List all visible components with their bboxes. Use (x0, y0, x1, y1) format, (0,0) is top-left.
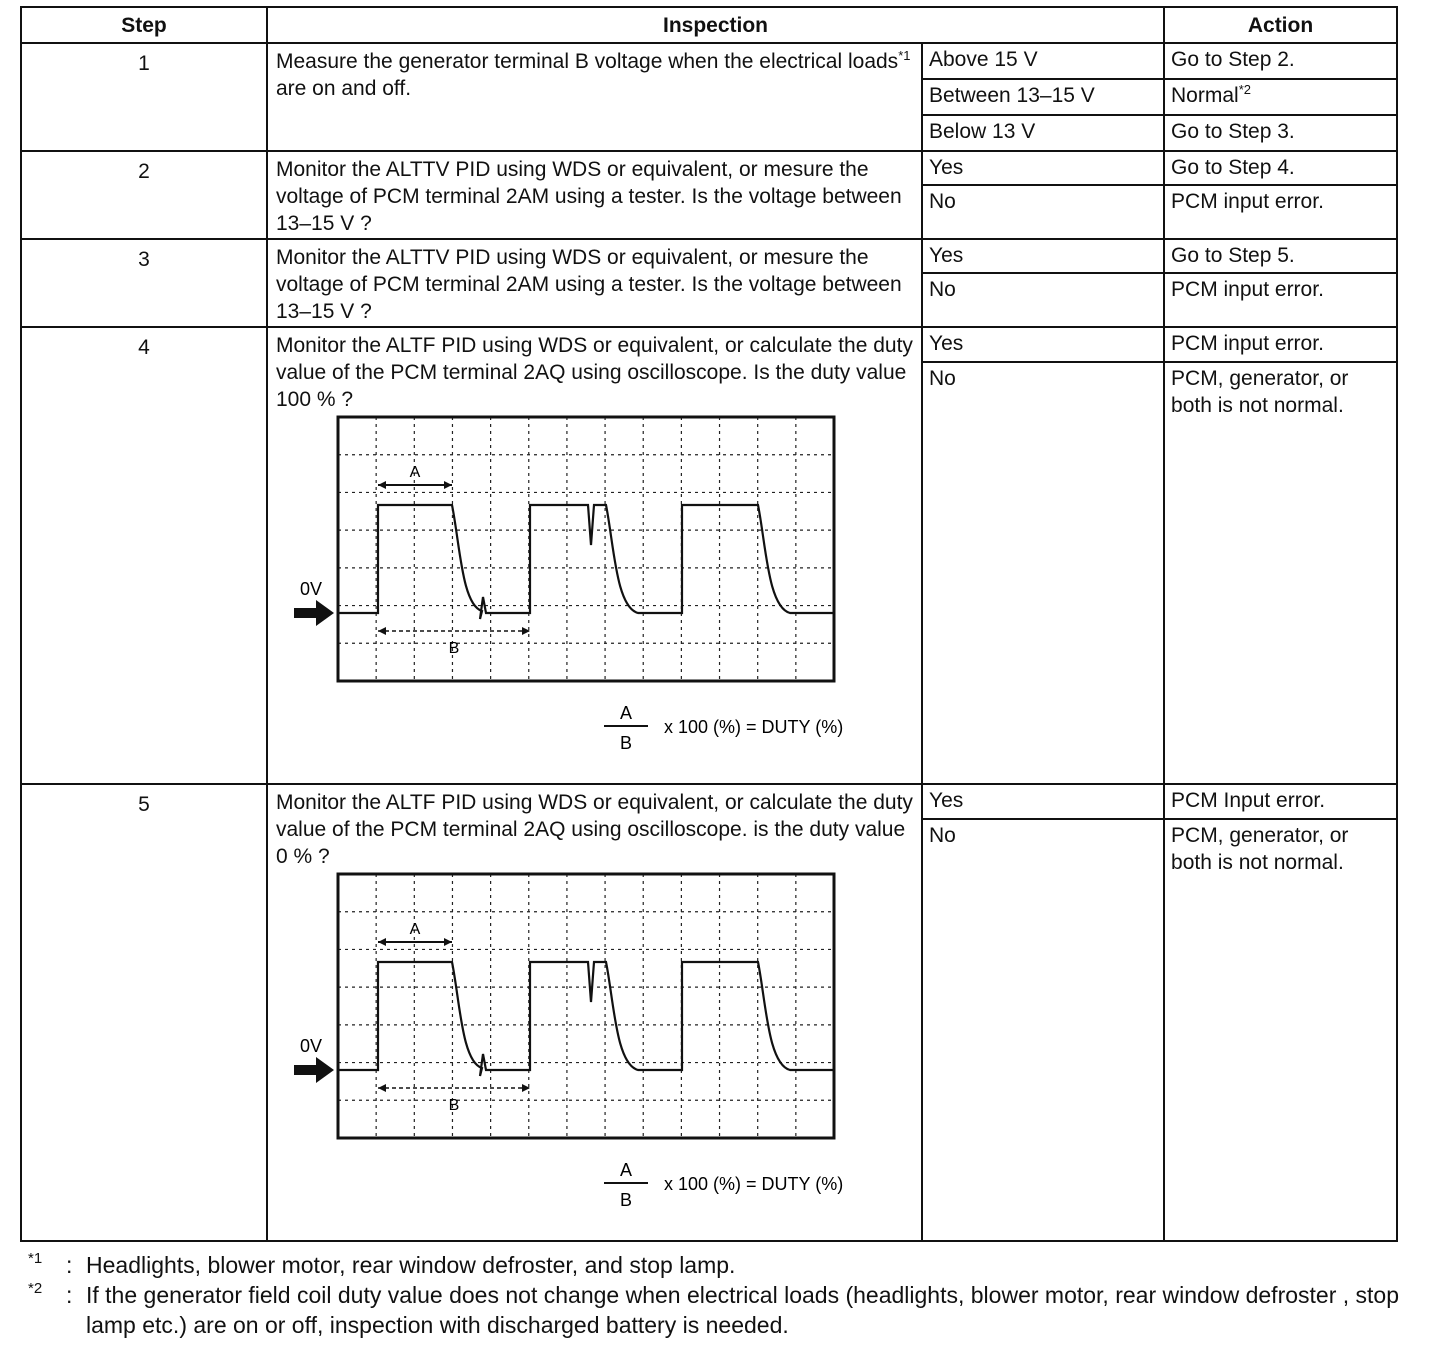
result-cell: No (922, 362, 1164, 784)
step-number: 3 (21, 239, 267, 327)
scope-frame (338, 874, 834, 1138)
result-cell: Yes (922, 327, 1164, 362)
formula-text: x 100 (%) = DUTY (%) (664, 717, 844, 737)
footnote-ref-1: *1 (898, 48, 911, 63)
inspection-table (20, 6, 1398, 1242)
table-row (21, 239, 1397, 273)
arrow-right-icon (294, 1057, 334, 1083)
action-cell: PCM input error. (1164, 327, 1397, 362)
label-a: A (409, 921, 421, 938)
action-cell: PCM, generator, or both is not normal. (1164, 362, 1397, 784)
step-number: 5 (21, 784, 267, 1241)
header-step: Step (21, 7, 267, 43)
inspection-text: Monitor the ALTTV PID using WDS or equivalent, or mesure the voltage of PCM terminal 2AM using a tester. Is the voltage between 13–15 V ? (267, 239, 922, 327)
inspection-text: Monitor the ALTF PID using WDS or equivalent, or calculate the duty value of the PCM terminal 2AQ using oscilloscope. Is the duty value 100 % ? (276, 334, 913, 411)
header-action: Action (1164, 7, 1397, 43)
step-number: 1 (21, 43, 267, 151)
action-cell: Go to Step 3. (1164, 115, 1397, 151)
waveform-trace (338, 962, 834, 1076)
zero-volt-label: 0V (300, 1036, 323, 1056)
formula-denominator: B (619, 733, 633, 753)
footnote-text: If the generator field coil duty value does not change when electrical loads (headlights, blower motor, rear window defroster , stop lamp etc.) are on or off, inspection with discharged battery is needed. (86, 1282, 1400, 1338)
action-cell: PCM Input error. (1164, 784, 1397, 819)
result-cell: Below 13 V (922, 115, 1164, 151)
oscilloscope-figure (276, 413, 915, 783)
formula-numerator: A (619, 703, 633, 723)
result-cell: Above 15 V (922, 43, 1164, 79)
footnote: *2 : If the generator field coil duty value does not change when electrical loads (headlights, blower motor, rear window defroster , stop lamp etc.) are on or off, inspection with discharged battery is needed. (28, 1280, 1408, 1340)
table-row (21, 43, 1397, 79)
inspection-text: Monitor the ALTF PID using WDS or equivalent, or calculate the duty value of the PCM terminal 2AQ using oscilloscope. is the duty value 0 % ? (276, 791, 913, 868)
result-cell: Yes (922, 239, 1164, 273)
table-row (21, 327, 1397, 362)
step-number: 2 (21, 151, 267, 239)
label-b: B (448, 640, 460, 657)
result-cell: Yes (922, 784, 1164, 819)
oscilloscope-figure (276, 870, 915, 1240)
header-inspection: Inspection (267, 7, 1164, 43)
action-cell: PCM input error. (1164, 273, 1397, 327)
inspection-text: Measure the generator terminal B voltage when the electrical loads$^{*1}$ are on and off. (267, 43, 922, 151)
formula-numerator: A (619, 1160, 633, 1180)
inspection-text: Monitor the ALTTV PID using WDS or equivalent, or mesure the voltage of PCM terminal 2AM using a tester. Is the voltage between 13–15 V ? (267, 151, 922, 239)
formula-denominator: B (619, 1190, 633, 1210)
table-row (21, 151, 1397, 185)
waveform-trace (338, 505, 834, 619)
action-cell: Go to Step 5. (1164, 239, 1397, 273)
result-cell: Yes (922, 151, 1164, 185)
label-b: B (448, 1097, 460, 1114)
arrow-right-icon (294, 600, 334, 626)
zero-volt-label: 0V (300, 579, 323, 599)
oscilloscope-svg (276, 413, 916, 783)
label-a: A (409, 464, 421, 481)
inspection-cell (267, 784, 922, 1241)
table-row (21, 784, 1397, 819)
action-cell: Normal$^{*2}$ (1164, 79, 1397, 115)
action-cell: Go to Step 4. (1164, 151, 1397, 185)
inspection-cell (267, 327, 922, 784)
scope-frame (338, 417, 834, 681)
result-cell: No (922, 273, 1164, 327)
footnote-mark: *2 (28, 1280, 43, 1297)
header-row (21, 7, 1397, 43)
result-cell: No (922, 185, 1164, 239)
footnote: *1 : Headlights, blower motor, rear window defroster, and stop lamp. (28, 1250, 1408, 1280)
action-cell: PCM input error. (1164, 185, 1397, 239)
footnote-ref-2: *2 (1238, 82, 1251, 97)
action-cell: Go to Step 2. (1164, 43, 1397, 79)
step-number: 4 (21, 327, 267, 784)
action-cell: PCM, generator, or both is not normal. (1164, 819, 1397, 1241)
result-cell: No (922, 819, 1164, 1241)
result-cell: Between 13–15 V (922, 79, 1164, 115)
footnotes (28, 1250, 1408, 1340)
footnote-mark: *1 (28, 1250, 43, 1267)
footnote-text: Headlights, blower motor, rear window defroster, and stop lamp. (86, 1252, 736, 1278)
oscilloscope-svg (276, 870, 916, 1240)
formula-text: x 100 (%) = DUTY (%) (664, 1174, 844, 1194)
